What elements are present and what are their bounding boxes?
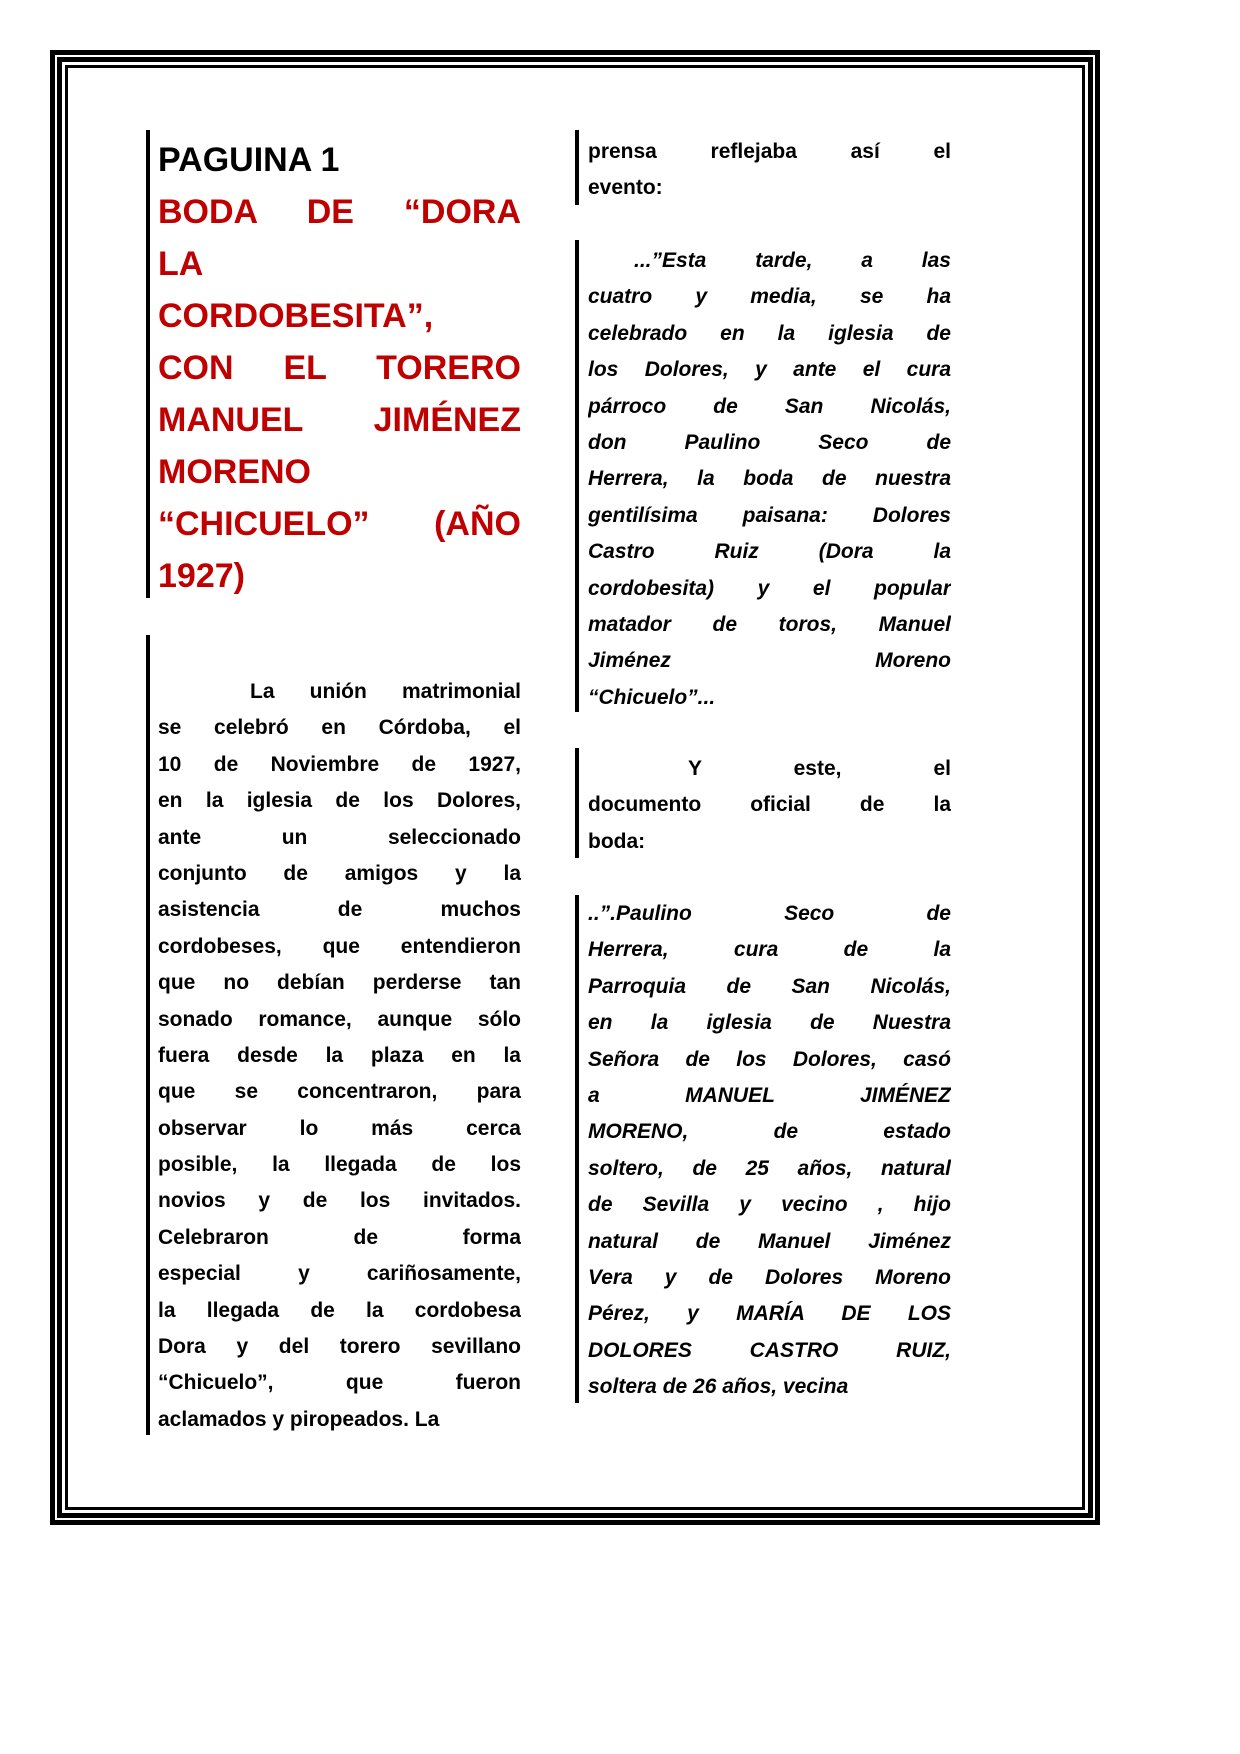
- text-line: boda:: [588, 829, 646, 853]
- text-line: Celebraron de forma: [158, 1225, 521, 1249]
- text-line: Dora y del torero sevillano: [158, 1335, 521, 1359]
- text-line: Parroquia de San Nicolás,: [588, 974, 951, 998]
- text-line: que no debían perderse tan: [158, 971, 521, 995]
- text-line: Señora de los Dolores, casó: [588, 1047, 951, 1071]
- text-line: prensa reflejaba así el: [588, 140, 951, 163]
- text-line: Vera y de Dolores Moreno: [588, 1265, 951, 1289]
- text-line: matador de toros, Manuel: [588, 612, 951, 636]
- article-title: [158, 134, 521, 602]
- text-line: ante un seleccionado: [158, 825, 521, 849]
- doc-intro-rule: [575, 748, 579, 858]
- text-line: MORENO: [158, 453, 311, 491]
- text-line: don Paulino Seco de: [588, 430, 951, 454]
- text-line: sonado romance, aunque sólo: [158, 1007, 521, 1031]
- text-line: novios y de los invitados.: [158, 1189, 521, 1213]
- press-quote: [588, 243, 951, 716]
- title-lines: [158, 186, 521, 602]
- text-line: soltero, de 25 años, natural: [588, 1156, 951, 1180]
- doc-intro: [588, 751, 951, 860]
- title-rule: [146, 130, 150, 598]
- doc-quote-lines: [588, 896, 951, 1405]
- text-line: especial y cariñosamente,: [158, 1262, 521, 1286]
- press-intro: [588, 134, 951, 207]
- text-line: párroco de San Nicolás,: [588, 394, 951, 418]
- text-line: se celebró en Córdoba, el: [158, 716, 521, 740]
- text-line: 1927): [158, 557, 245, 595]
- text-line: “Chicuelo”...: [588, 685, 716, 709]
- text-line: observar lo más cerca: [158, 1116, 521, 1140]
- page-label: PAGUINA 1: [158, 141, 340, 179]
- text-line: cordobesita) y el popular: [588, 576, 951, 600]
- text-line: asistencia de muchos: [158, 898, 521, 922]
- text-line: “CHICUELO” (AÑO: [158, 505, 521, 543]
- press-quote-lines: [588, 243, 951, 716]
- text-line: cuatro y media, se ha: [588, 285, 951, 309]
- text-line: “Chicuelo”, que fueron: [158, 1371, 521, 1395]
- text-line: de Sevilla y vecino , hijo: [588, 1193, 951, 1217]
- press-quote-rule: [575, 240, 579, 712]
- text-line: gentilísima paisana: Dolores: [588, 503, 951, 527]
- doc-intro-lines: [588, 751, 951, 860]
- doc-quote-rule: [575, 895, 579, 1403]
- text-line: en la iglesia de Nuestra: [588, 1011, 951, 1035]
- press-intro-lines: [588, 134, 951, 207]
- text-line: CORDOBESITA”,: [158, 297, 434, 335]
- body-lines: [158, 674, 521, 1438]
- text-line: Herrera, la boda de nuestra: [588, 467, 951, 491]
- text-line: ..”.Paulino Seco de: [588, 902, 951, 925]
- text-line: 10 de Noviembre de 1927,: [158, 752, 521, 776]
- text-line: ...”Esta tarde, a las: [634, 249, 951, 272]
- text-line: Herrera, cura de la: [588, 938, 951, 962]
- text-line: en la iglesia de los Dolores,: [158, 789, 521, 813]
- text-line: Y este, el: [688, 757, 951, 780]
- text-line: soltera de 26 años, vecina: [588, 1375, 849, 1399]
- text-line: conjunto de amigos y la: [158, 861, 521, 885]
- text-line: cordobeses, que entendieron: [158, 934, 521, 958]
- text-line: BODA DE “DORA: [158, 193, 521, 231]
- text-line: Pérez, y MARÍA DE LOS: [588, 1302, 951, 1326]
- body-rule: [146, 635, 150, 1435]
- text-line: La unión matrimonial: [250, 680, 521, 703]
- text-line: DOLORES CASTRO RUIZ,: [588, 1338, 951, 1362]
- doc-quote: [588, 896, 951, 1405]
- text-line: natural de Manuel Jiménez: [588, 1229, 951, 1253]
- text-line: los Dolores, y ante el cura: [588, 358, 951, 382]
- text-line: aclamados y piropeados. La: [158, 1407, 440, 1431]
- text-line: Castro Ruiz (Dora la: [588, 540, 951, 564]
- text-line: LA: [158, 245, 204, 283]
- text-line: a MANUEL JIMÉNEZ: [588, 1083, 951, 1107]
- text-line: fuera desde la plaza en la: [158, 1043, 521, 1067]
- text-line: Jiménez Moreno: [588, 649, 951, 673]
- text-line: evento:: [588, 176, 663, 200]
- text-line: CON EL TORERO: [158, 349, 521, 387]
- text-line: posible, la llegada de los: [158, 1153, 521, 1177]
- text-line: que se concentraron, para: [158, 1080, 521, 1104]
- text-line: MORENO, de estado: [588, 1120, 951, 1144]
- body-paragraph: [158, 674, 521, 1438]
- press-intro-rule: [575, 130, 579, 205]
- text-line: la llegada de la cordobesa: [158, 1298, 521, 1322]
- text-line: celebrado en la iglesia de: [588, 321, 951, 345]
- text-line: documento oficial de la: [588, 793, 951, 817]
- text-line: MANUEL JIMÉNEZ: [158, 401, 521, 439]
